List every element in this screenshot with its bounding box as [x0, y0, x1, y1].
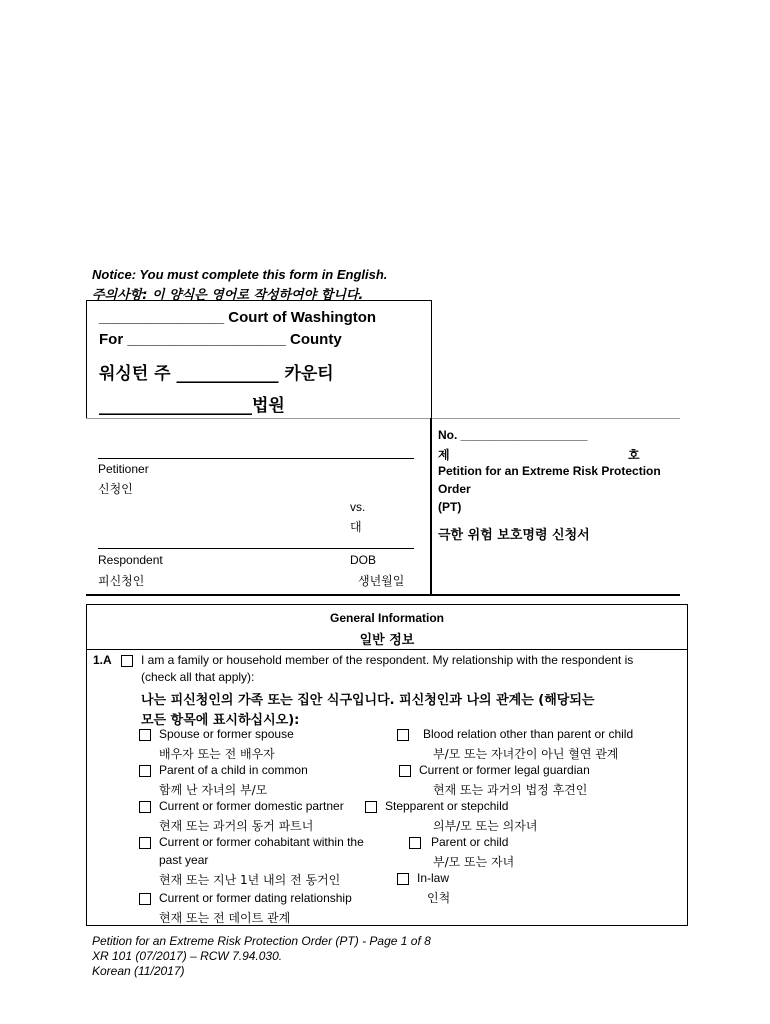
cohabitant-label-korean: 현재 또는 지난 1년 내의 전 동거인 — [159, 873, 341, 887]
case-number-ho: 호 — [628, 448, 640, 462]
blood-relation-label-korean: 부/모 또는 자녀간이 아닌 혈연 관계 — [433, 747, 619, 761]
general-info-divider — [87, 649, 687, 650]
stepparent-label-korean: 의부/모 또는 의자녀 — [433, 819, 538, 833]
vs-label-korean: 대 — [350, 520, 362, 534]
court-line-1[interactable]: _______________ Court of Washington — [99, 309, 377, 326]
domestic-partner-label-korean: 현재 또는 과거의 동거 파트너 — [159, 819, 314, 833]
spouse-label: Spouse or former spouse — [159, 727, 294, 741]
county-line[interactable]: For ___________________ County — [99, 331, 342, 348]
spouse-label-korean: 배우자 또는 전 배우자 — [159, 747, 275, 761]
item-1a-text-2: (check all that apply): — [141, 670, 255, 684]
item-1a-checkbox[interactable] — [121, 655, 133, 667]
spouse-checkbox[interactable] — [139, 729, 151, 741]
case-number[interactable]: No. ___________________ — [438, 428, 588, 442]
footer-line-1: Petition for an Extreme Risk Protection Order (PT) - Page 1 of 8 — [92, 934, 431, 948]
cohabitant-label: Current or former cohabitant within the — [159, 835, 364, 849]
dating-label: Current or former dating relationship — [159, 891, 352, 905]
county-line-korean[interactable]: 워싱턴 주 ____________ 카운티 — [99, 364, 334, 384]
notice-english: Notice: You must complete this form in English. — [92, 267, 388, 282]
header-bottom-rule — [86, 594, 680, 596]
form-code: (PT) — [438, 500, 462, 514]
general-info-title-korean: 일반 정보 — [359, 633, 415, 648]
court-box — [86, 300, 432, 419]
notice-korean: 주의사항: 이 양식은 영어로 작성하여야 합니다. — [92, 288, 364, 303]
item-number: 1.A — [93, 653, 112, 667]
petitioner-label-korean: 신청인 — [98, 482, 133, 496]
footer-line-3: Korean (11/2017) — [92, 964, 185, 978]
blood-relation-checkbox[interactable] — [397, 729, 409, 741]
cohabitant-checkbox[interactable] — [139, 837, 151, 849]
legal-guardian-label-korean: 현재 또는 과거의 법정 후견인 — [433, 783, 588, 797]
petitioner-label: Petitioner — [98, 462, 149, 476]
item-1a-korean-1: 나는 피신청인의 가족 또는 집안 식구입니다. 피신청인과 나의 관계는 (해당되는 — [141, 693, 595, 708]
stepparent-checkbox[interactable] — [365, 801, 377, 813]
footer-line-2: XR 101 (07/2017) – RCW 7.94.030. — [92, 949, 283, 963]
domestic-partner-label: Current or former domestic partner — [159, 799, 344, 813]
in-law-label: In-law — [417, 871, 450, 885]
respondent-label-korean: 피신청인 — [98, 574, 145, 588]
parent-common-label-korean: 함께 난 자녀의 부/모 — [159, 783, 268, 797]
vs-label: vs. — [350, 500, 366, 514]
divider — [86, 418, 680, 419]
parent-child-label: Parent or child — [431, 835, 509, 849]
in-law-label-korean: 인척 — [427, 891, 451, 905]
respondent-label: Respondent — [98, 553, 163, 567]
form-title-2: Order — [438, 482, 471, 496]
item-1a-korean-2: 모든 항목에 표시하십시오): — [141, 713, 300, 728]
blood-relation-label: Blood relation other than parent or child — [423, 727, 634, 741]
case-number-je: 제 — [438, 448, 450, 462]
dating-label-korean: 현재 또는 전 데이트 관계 — [159, 911, 291, 925]
dob-label-korean: 생년월일 — [358, 574, 405, 588]
parent-child-checkbox[interactable] — [409, 837, 421, 849]
in-law-checkbox[interactable] — [397, 873, 409, 885]
general-information-section — [86, 604, 688, 926]
stepparent-label: Stepparent or stepchild — [385, 799, 509, 813]
item-1a-text-1: I am a family or household member of the respondent. My relationship with the respondent is — [141, 653, 634, 667]
column-divider — [430, 418, 432, 594]
general-info-title: General Information — [329, 611, 445, 625]
parent-child-label-korean: 부/모 또는 자녀 — [433, 855, 515, 869]
domestic-partner-checkbox[interactable] — [139, 801, 151, 813]
form-title-korean: 극한 위험 보호명령 신청서 — [438, 528, 590, 543]
dob-label: DOB — [350, 553, 377, 567]
form-title-1: Petition for an Extreme Risk Protection — [438, 464, 661, 478]
parent-common-checkbox[interactable] — [139, 765, 151, 777]
cohabitant-label-2: past year — [159, 853, 209, 867]
dating-checkbox[interactable] — [139, 893, 151, 905]
legal-guardian-checkbox[interactable] — [399, 765, 411, 777]
petitioner-line[interactable] — [98, 458, 414, 459]
parent-common-label: Parent of a child in common — [159, 763, 308, 777]
respondent-line[interactable] — [98, 548, 414, 549]
legal-guardian-label: Current or former legal guardian — [419, 763, 590, 777]
court-line-korean[interactable]: __________________법원 — [99, 396, 285, 416]
